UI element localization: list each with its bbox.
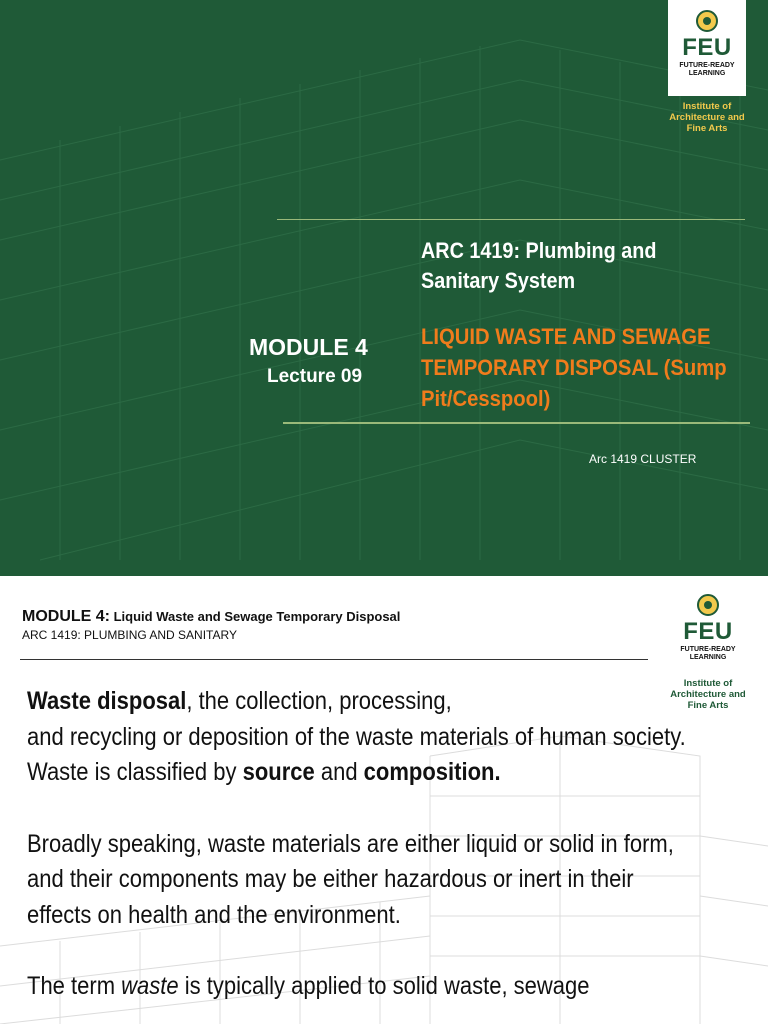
course-title: ARC 1419: Plumbing and Sanitary System (421, 238, 657, 293)
top-divider (277, 219, 745, 220)
slide-body (27, 684, 686, 1005)
paragraph-forms: Broadly speaking, waste materials are either liquid or solid in form, and their components may be either hazardous or inert in their effects on health and the environment. (27, 829, 674, 929)
lecture-label: Lecture 09 (267, 366, 363, 387)
module-label: MODULE 4 (249, 334, 368, 360)
header-divider (20, 659, 648, 660)
logo-tagline: FUTURE-READY LEARNING (680, 646, 736, 661)
paragraph-definition-cont: and recycling or deposition of the waste materials of human society. (27, 722, 686, 751)
lecture-topic: LIQUID WASTE AND SEWAGE TEMPORARY DISPOSAL (Sump Pit/Cesspool) (421, 324, 727, 411)
paragraph-classification: Waste is classified by source and composition. (27, 758, 501, 786)
feu-logo (670, 584, 746, 674)
content-slide (0, 576, 768, 1024)
institute-name: Institute of Architecture and Fine Arts (669, 101, 745, 134)
logo-tagline: FUTURE-READY LEARNING (679, 62, 735, 77)
institute-name: Institute of Architecture and Fine Arts (670, 678, 746, 711)
feu-seal-icon (697, 594, 719, 616)
feu-logo (668, 0, 746, 96)
slide-header-title: MODULE 4: Liquid Waste and Sewage Temporary Disposal (22, 608, 401, 625)
feu-seal-icon (696, 10, 718, 32)
logo-wordmark: FEU (682, 34, 732, 61)
cluster-label: Arc 1419 CLUSTER (589, 452, 697, 466)
bottom-divider (283, 422, 750, 424)
paragraph-gap (27, 791, 643, 827)
paragraph-term: The term waste is typically applied to solid waste, sewage (27, 972, 590, 1000)
slide-header-subtitle: ARC 1419: PLUMBING AND SANITARY (22, 628, 237, 642)
paragraph-definition: Waste disposal, the collection, processing, (27, 687, 452, 715)
logo-wordmark: FEU (683, 618, 733, 645)
paragraph-gap (27, 933, 643, 969)
